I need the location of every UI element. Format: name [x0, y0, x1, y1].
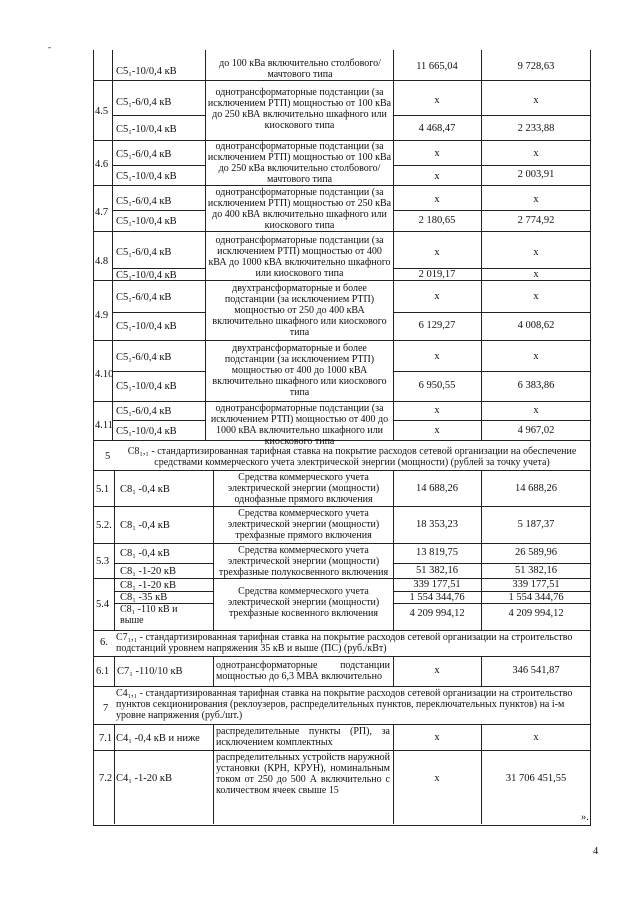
row-4-11-tariff-10kv: С5₁-10/0,4 кВ	[116, 426, 177, 437]
row-border	[393, 210, 590, 211]
row-5-3-tariff-1-20kv: С8₁ -1-20 кВ	[120, 566, 177, 577]
row-border	[93, 506, 590, 507]
row-border	[393, 603, 590, 604]
row-4-10-number: 4.10	[95, 369, 114, 380]
row-4-10-6kv-value-2: x	[533, 351, 539, 362]
row-border	[393, 312, 590, 313]
row-4-4-description: до 100 кВа включительно столбового/мачтового типа	[219, 58, 381, 80]
row-4-10-10kv-value-2: 6 383,86	[517, 380, 555, 391]
row-7-2-description: распределительных устройств наружной установки (КРН, КРУН), номинальным током от 250 до 500 А включительно с количеством ячеек свыше 15	[216, 752, 390, 796]
scan-speck: ·	[92, 48, 95, 58]
row-4-7-10kv-value-1: 2 180,65	[418, 215, 456, 226]
row-4-11-description: однотрансформаторные подстанции (за исключением РТП) мощностью от 400 до 1000 кВА включительно шкафного или киоскового типа	[210, 403, 389, 447]
row-6-1-tariff: С7₁ -110/10 кВ	[117, 666, 183, 677]
row-border	[112, 371, 205, 372]
col-divider-val1	[393, 724, 394, 824]
row-5-2-number: 5.2.	[96, 520, 112, 531]
row-4-11-10kv-value-1: x	[434, 425, 440, 436]
row-border	[112, 115, 205, 116]
row-border	[393, 165, 590, 166]
row-5-4-110kv-value-1: 4 209 994,12	[409, 608, 465, 619]
row-4-11-tariff-6kv: С5₁-6/0,4 кВ	[116, 406, 172, 417]
col-divider-val2	[481, 724, 482, 824]
col-divider-tariff	[112, 50, 113, 440]
row-4-10-tariff-10kv: С5₁-10/0,4 кВ	[116, 381, 177, 392]
row-border	[93, 750, 590, 751]
col-divider-desc	[213, 724, 214, 824]
table-border-left	[93, 440, 94, 826]
row-4-10-description: двухтрансформаторные и более подстанции (за исключением РТП) мощностью от 400 до 1000 кВА включительно шкафного или киоскового типа	[212, 343, 387, 398]
row-border	[93, 825, 590, 826]
table-border-right	[590, 50, 591, 826]
row-border	[93, 543, 590, 544]
row-4-9-number: 4.9	[95, 310, 109, 321]
row-5-2-description: Средства коммерческого учета электрической энергии (мощности) трехфазные прямого включения	[227, 508, 380, 541]
col-divider-val1	[393, 656, 394, 686]
row-4-9-10kv-value-1: 6 129,27	[418, 320, 456, 331]
row-4-5-6kv-value-1: x	[434, 95, 440, 106]
row-border	[93, 231, 590, 232]
section-5-title: С8₁,₁ - стандартизированная тарифная ставка на покрытие расходов сетевой организации на обеспечение средствами коммерческого учета электрической энергии (мощности) (рублей за точку учета)	[127, 446, 577, 468]
row-4-4-value-2: 9 728,63	[517, 61, 555, 72]
row-border	[93, 470, 590, 471]
section-7-title: С4₁,₁ - стандартизированная тарифная ставка на покрытие расходов сетевой организации на строительство пунктов секционирования (реклоузеров, распределительных пунктов, переключательных пунктов) на i-м уровне напряжения (руб./шт.)	[116, 688, 573, 721]
row-4-8-tariff-6kv: С5₁-6/0,4 кВ	[116, 247, 172, 258]
row-5-4-1-20kv-value-1: 339 177,51	[413, 579, 461, 590]
col-divider-val2	[481, 470, 482, 630]
col-divider-val2	[481, 50, 482, 440]
section-7-number: 7	[103, 703, 109, 714]
row-4-9-tariff-6kv: С5₁-6/0,4 кВ	[116, 292, 172, 303]
row-5-3-04kv-value-2: 26 589,96	[515, 547, 557, 558]
table-border-left	[93, 50, 94, 440]
row-border	[112, 268, 205, 269]
col-divider-tariff	[114, 724, 115, 824]
row-4-6-tariff-6kv: С5₁-6/0,4 кВ	[116, 149, 172, 160]
row-6-1-number: 6.1	[96, 666, 110, 677]
row-border	[112, 312, 205, 313]
section-6-title: С7₁,₁ - стандартизированная тарифная ставка на покрытие расходов сетевой организации на строительство подстанций уровнем напряжения 35 кВ и выше (ПС) (руб./кВт)	[116, 632, 573, 654]
row-border	[393, 371, 590, 372]
row-5-4-tariff-1-20kv: С8₁ -1-20 кВ	[120, 580, 177, 591]
row-4-5-number: 4.5	[95, 106, 109, 117]
row-4-6-number: 4.6	[95, 159, 109, 170]
row-4-7-6kv-value-1: x	[434, 194, 440, 205]
col-divider-desc	[213, 656, 214, 686]
row-4-11-6kv-value-1: x	[434, 405, 440, 416]
row-6-1-value-2: 346 541,87	[512, 665, 560, 676]
row-5-4-tariff-35kv: С8₁ -35 кВ	[120, 592, 168, 603]
row-4-8-10kv-value-2: x	[533, 269, 539, 280]
row-7-1-number: 7.1	[99, 733, 113, 744]
row-5-3-tariff-04kv: С8₁ -0,4 кВ	[120, 548, 170, 559]
row-5-1-description: Средства коммерческого учета электрической энергии (мощности) однофазные прямого включения	[227, 472, 380, 505]
row-4-6-6kv-value-1: x	[434, 148, 440, 159]
row-4-9-10kv-value-2: 4 008,62	[517, 320, 555, 331]
section-6-number: 6.	[100, 637, 108, 648]
row-5-2-value-2: 5 187,37	[517, 519, 555, 530]
col-divider-val1	[393, 50, 394, 440]
section-5-number: 5	[105, 451, 111, 462]
row-7-2-number: 7.2	[99, 773, 113, 784]
row-5-1-value-1: 14 688,26	[416, 483, 458, 494]
row-4-7-6kv-value-2: x	[533, 194, 539, 205]
row-4-7-10kv-value-2: 2 774,92	[517, 215, 555, 226]
row-4-7-number: 4.7	[95, 207, 109, 218]
row-4-9-description: двухтрансформаторные и более подстанции (за исключением РТП) мощностью от 250 до 400 кВА включительно шкафного или киоскового типа	[212, 283, 387, 338]
row-4-8-number: 4.8	[95, 256, 109, 267]
row-border	[93, 80, 590, 81]
row-4-4-tariff: С5₁-10/0,4 кВ	[116, 66, 177, 77]
row-5-4-description: Средства коммерческого учета электрической энергии (мощности) трехфазные косвенного включения	[227, 586, 380, 619]
row-border	[393, 420, 590, 421]
row-border	[393, 563, 590, 564]
row-5-4-number: 5.4	[96, 599, 110, 610]
row-4-7-tariff-10kv: С5₁-10/0,4 кВ	[116, 216, 177, 227]
row-7-2-value-1: x	[434, 773, 440, 784]
row-7-2-value-2: 31 706 451,55	[505, 773, 567, 784]
row-border	[93, 340, 590, 341]
row-border	[112, 210, 205, 211]
row-7-1-value-2: x	[533, 732, 539, 743]
row-4-9-6kv-value-2: x	[533, 291, 539, 302]
row-4-8-6kv-value-1: x	[434, 247, 440, 258]
row-4-6-6kv-value-2: x	[533, 148, 539, 159]
row-7-1-value-1: x	[434, 732, 440, 743]
row-5-1-number: 5.1	[96, 484, 110, 495]
row-5-3-number: 5.3	[96, 556, 110, 567]
row-4-8-description: однотрансформаторные подстанции (за исключением РТП) мощностью от 400 кВА до 1000 кВА включительно шкафного или киоскового типа	[208, 235, 391, 279]
row-5-4-tariff-110kv: С8₁ -110 кВ и выше	[120, 604, 178, 626]
row-7-1-description: распределительные пункты (РП), за исключением комплектных	[216, 726, 390, 748]
row-4-4-value-1: 11 665,04	[416, 61, 458, 72]
row-4-9-tariff-10kv: С5₁-10/0,4 кВ	[116, 321, 177, 332]
row-5-3-1-20kv-value-2: 51 382,16	[515, 565, 557, 576]
col-divider-desc	[213, 470, 214, 630]
row-4-7-description: однотрансформаторные подстанции (за исключением РТП) мощностью от 250 кВа до 400 кВА включительно шкафного или киоскового типа	[207, 187, 392, 231]
scan-speck: -	[48, 42, 51, 52]
row-border	[93, 656, 590, 657]
row-4-5-tariff-10kv: С5₁-10/0,4 кВ	[116, 124, 177, 135]
row-7-1-tariff: С4₁ -0,4 кВ и ниже	[116, 733, 200, 744]
row-4-8-6kv-value-2: x	[533, 247, 539, 258]
col-divider-tariff	[114, 656, 115, 686]
row-border	[93, 724, 590, 725]
row-6-1-value-1: x	[434, 665, 440, 676]
row-4-8-10kv-value-1: 2 019,17	[418, 269, 456, 280]
row-4-10-10kv-value-1: 6 950,55	[418, 380, 456, 391]
row-5-4-35kv-value-2: 1 554 344,76	[508, 592, 564, 603]
row-4-10-tariff-6kv: С5₁-6/0,4 кВ	[116, 352, 172, 363]
row-7-2-tariff: С4₁ -1-20 кВ	[116, 773, 173, 784]
row-border	[114, 563, 213, 564]
row-5-3-description: Средства коммерческого учета электрической энергии (мощности) трехфазные полукосвенного включения	[218, 545, 389, 578]
row-border	[93, 185, 590, 186]
row-4-8-tariff-10kv: С5₁-10/0,4 кВ	[116, 270, 177, 281]
row-5-2-tariff: С8₁ -0,4 кВ	[120, 520, 170, 531]
row-border	[93, 630, 590, 631]
closing-quote: ».	[581, 812, 589, 823]
row-4-11-number: 4.11	[95, 420, 113, 431]
row-4-11-10kv-value-2: 4 967,02	[517, 425, 555, 436]
row-4-5-description: однотрансформаторные подстанции (за исключением РТП) мощностью от 100 кВа до 250 кВА включительно шкафного или киоскового типа	[207, 87, 392, 131]
row-5-4-110kv-value-2: 4 209 994,12	[508, 608, 564, 619]
row-5-1-tariff: С8₁ -0,4 кВ	[120, 484, 170, 495]
row-4-6-10kv-value-2: 2 003,91	[517, 169, 555, 180]
row-4-5-10kv-value-2: 2 233,88	[517, 123, 555, 134]
row-4-5-6kv-value-2: x	[533, 95, 539, 106]
row-5-3-1-20kv-value-1: 51 382,16	[416, 565, 458, 576]
row-4-6-10kv-value-1: x	[434, 171, 440, 182]
row-4-6-description: однотрансформаторные подстанции (за исключением РТП) мощностью от 100 кВа до 250 кВа включительно столбового/мачтового типа	[207, 141, 392, 185]
col-divider-desc	[205, 50, 206, 440]
row-5-4-1-20kv-value-2: 339 177,51	[512, 579, 560, 590]
row-4-9-6kv-value-1: x	[434, 291, 440, 302]
row-4-7-tariff-6kv: С5₁-6/0,4 кВ	[116, 196, 172, 207]
row-5-1-value-2: 14 688,26	[515, 483, 557, 494]
row-4-6-tariff-10kv: С5₁-10/0,4 кВ	[116, 171, 177, 182]
row-border	[112, 420, 205, 421]
row-4-5-10kv-value-1: 4 468,47	[418, 123, 456, 134]
col-divider-val2	[481, 656, 482, 686]
col-divider-tariff	[114, 470, 115, 630]
row-border	[93, 401, 590, 402]
page-number: 4	[593, 846, 599, 857]
row-6-1-description: однотрансформаторные подстанции мощностью до 6,3 МВА включительно	[216, 660, 390, 682]
row-5-2-value-1: 18 353,23	[416, 519, 458, 530]
col-divider-val1	[393, 470, 394, 630]
row-5-3-04kv-value-1: 13 819,75	[416, 547, 458, 558]
row-border	[393, 115, 590, 116]
row-4-10-6kv-value-1: x	[434, 351, 440, 362]
row-5-4-35kv-value-1: 1 554 344,76	[409, 592, 465, 603]
row-4-5-tariff-6kv: С5₁-6/0,4 кВ	[116, 97, 172, 108]
row-4-11-6kv-value-2: x	[533, 405, 539, 416]
row-border	[112, 165, 205, 166]
row-border	[93, 686, 590, 687]
